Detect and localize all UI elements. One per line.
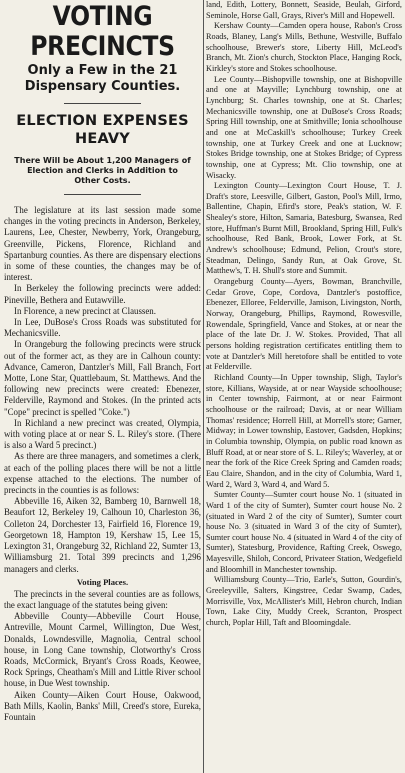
paragraph: In Orangeburg the following precincts were struck out of the former act, as they are in Calhoun county: Advance, Cameron, Dantzler's Mill, Fall Branch, Fort Motte, Lone Star, Quattlebaum, St. Matthews. And the following new precincts were created: Ebenezer, Felderville, Raymond and Stokes. (In the printed acts "Cope" precinct is spelled "Coke.") [4,339,201,417]
paragraph: Abbeville County—Abbeville Court House, Antreville, Mount Carmel, Willington, Due West, Donalds, Lowndesville, Magnolia, Central school house, in Long Cane township, Clotworthy's Cross Roads, McCormick, Bryant's Cross Roads, Keowee, Rock Springs, Cheatham's Mill and Little River school house, in Due West township. [4,611,201,689]
left-column [4,0,201,773]
paragraph: Aiken County—Aiken Court House, Oakwood, Bath Mills, Kaolin, Banks' Mill, Creed's store, Eureka, Fountain [4,689,201,722]
section-heading: ELECTION EXPENSES HEAVY [16,113,189,147]
right-column [206,0,402,773]
paragraph: In Berkeley the following precincts were added: Pineville, Bethera and Eutawville. [4,283,201,305]
paragraph: Lexington County—Lexington Court House, T. J. Draft's store, Leesville, Gilbert, Gaston, Pool's Mill, Irmo, Ballentine, Chapin, Efird's store, Peak's station, W. F. Shealey's store, Hilton, Samaria, Batesburg, Swansea, Red store, Huffman's Burnt Mill, Brookland, Spring Hill, Fulk's schoolhouse, Red Bank, Brook, Lower Fork, at St. Andrew's schoolhouse; Edmund, Pelion, Crout's store, Steadman, Delingo, Sandy Run, at Oak Grove, St. Matthew's, T. H. Shull's store and Summit. [206,181,402,276]
paragraph: As there are three managers, and sometimes a clerk, at each of the polling places there will be not a little expense attached to the elections. The number of precincts in the counties is as follows: [4,451,201,496]
paragraph: The legislature at its last session made some changes in the voting precincts in Anderson, Berkeley, Laurens, Lee, Chester, Newberry, York, Orangeburg, Greenville, Pickens, Florence, Richland and Spartanburg counties. As there are dispensary elections in some of these counties, the changes may be of interest. [4,205,201,283]
deck: There Will be About 1,200 Managers of Election and Clerks in Addition to Other Costs. [14,156,191,185]
paragraph: Lee County—Bishopville township, one at Bishopville and one at Mayville; Lynchburg township, one at Lynchburg; St. Charles township, one at St. Charles; Mechanicsville township, one at DuBose's Cross Roads; Spring Hill township, one at Smithville; Ionia schoolhouse and one at McCaskill's schoolhouse; Turkey Creek township, one at Turkey Creek and one at Lucknow; Stokes Bridge township, one at Stokes Bridge; of Cypress township, one at Cypress; Mt. Clio township, one at Wisacky. [206,74,402,180]
subheadline: Only a Few in the 21 Dispensary Counties. [24,63,181,94]
paragraph: Richland County—In Upper township, Sligh, Taylor's store, Killians, Wayside, at or near Wayside schoolhouse; in Center township, Fairmont, at or near Fairmont schoolhouse or the railroad; Davis, at or near William Thomas' residence; Horrell Hill, at Morrell's store; Garner, Midway; in Lower township, Eastover, Gadsden, Hopkins; in Columbia township, Olympia, on public road known as Bluff Road, at or near store of S. L. Riley's; Waverley, at or near the fork of the Rice Creek Spring and Camden roads; Eau Claire, Shandon, and in the city of Columbia, Ward 1, Ward 2, Ward 3, Ward 4, and Ward 5. [206,372,402,489]
article-body [4,205,201,723]
paragraph: Williamsburg County—Trio, Earle's, Sutton, Gourdin's, Greeleyville, Salters, Kingstree, Cedar Swamp, Cades, Morrisville, Vox, McAllister's Mill, Hebron church, Indian Town, Lake City, Muddy Creek, Scranton, Prospect church, Poplar Hill, Taft and Bloomingdale. [206,575,402,628]
paragraph: Abbeville 16, Aiken 32, Bamberg 10, Barnwell 18, Beaufort 12, Berkeley 19, Calhoun 10, Charleston 36, Colleton 24, Dorchester 13, Fairfield 16, Florence 19, Georgetown 18, Hampton 19, Kershaw 15, Lee 15, Lexington 31, Orangeburg 32, Richland 22, Sumter 13, Williamsburg 21. Total 399 precincts and 1,296 managers and clerks. [4,496,201,574]
article-body-continued [206,0,402,629]
paragraph: land, Edith, Lottery, Bonnett, Seaside, Beulah, Girford, Seminole, Horse Gall, Grays, River's Mill and Hopewell. [206,0,402,20]
voting-places-title: Voting Places. [76,576,129,587]
headline: VOTING PRECINCTS [30,0,175,62]
paragraph: In Lee, DuBose's Cross Roads was substituted for Mechanicsville. [4,317,201,339]
paragraph: In Florence, a new precinct at Claussen. [14,305,156,316]
paragraph: Orangeburg County—Ayers, Bowman, Branchville, Cedar Grove, Cope, Cordova, Dantzler's postoffice, Ebenezer, Elloree, Felderville, Jamison, Livingston, North, Norway, Orangeburg, Phillips, Raymond, Rowesville, Rowendale, Springfield, Vance and Stokes, at or near the place of the late Dr. J. W. Stokes. Provided, That all persons holding registration certificates entitling them to vote at Dantzler's Mill heretofore shall be entitled to vote at Felderville. [206,277,402,372]
divider [64,103,141,104]
paragraph: Kershaw County—Camden opera house, Rabon's Cross Roads, Blaney, Lang's Mills, Bethune, Westville, Buffalo schoolhouse, Brewer's store, Liberty Hill, McLeod's Branch, Mt. Zion's church, Stockton Place, Hanging Rock, Kirkley's store and Stokes schoolhouse. [206,21,402,73]
paragraph: The precincts in the several counties are as follows, the exact language of the statutes being given: [4,588,201,610]
paragraph: Sumter County—Sumter court house No. 1 (situated in Ward 1 of the city of Sumter), Sumter court house No. 2 (situated in Ward 2 of the city of Sumter), Sumter court house No. 3 (situated in Ward 3 of the city of Sumter), Sumter court house No. 4 (situated in Ward 4 of the city of Sumter), Statesburg, Providence, Rafting Creek, Oswego, Mayesville, Shiloh, Concord, Privateer Station, Wedgefield and Bloomhill in Manchester township. [206,490,402,574]
paragraph: In Richland a new precinct was created, Olympia, with voting place at or near S. L. Riley's store. (There is also a Ward 5 precinct.) [4,417,201,451]
column-rule [203,0,204,773]
divider [64,194,141,195]
